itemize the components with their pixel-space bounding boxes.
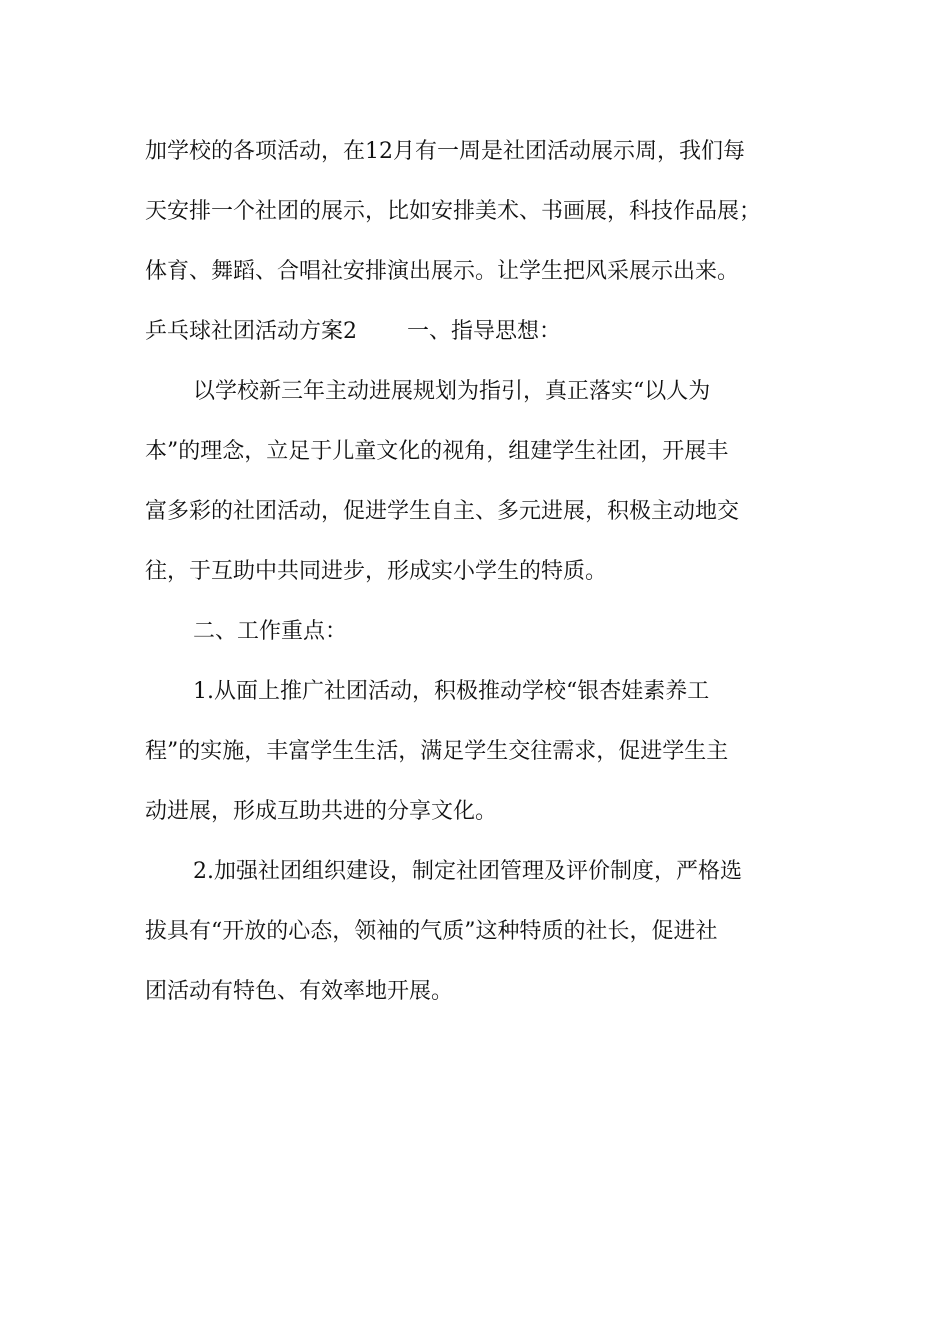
text-line: 富多彩的社团活动，促进学生自主、多元进展，积极主动地交 [145, 499, 740, 524]
paragraph-start: 以学校新三年主动进展规划为指引，真正落实“以人为 [193, 379, 711, 404]
text-line: 加学校的各项活动，在12月有一周是社团活动展示周，我们每 [145, 139, 745, 164]
text-line: 程”的实施，丰富学生生活，满足学生交往需求，促进学生主 [145, 739, 729, 764]
plan-title: 乒乓球社团活动方案2 [145, 319, 357, 344]
list-item-start: 1.从面上推广社团活动，积极推动学校“银杏娃素养工 [193, 679, 710, 704]
text-line: 拔具有“开放的心态，领袖的气质”这种特质的社长，促进社 [145, 919, 718, 944]
section-heading: 二、工作重点： [193, 619, 348, 644]
list-item-start: 2.加强社团组织建设，制定社团管理及评价制度，严格选 [193, 859, 742, 884]
section-heading: 一、指导思想： [407, 319, 562, 344]
section-heading-line [145, 308, 809, 368]
document-body [145, 128, 809, 1028]
text-line: 往，于互助中共同进步，形成实小学生的特质。 [145, 559, 608, 584]
text-line: 本”的理念，立足于儿童文化的视角，组建学生社团，开展丰 [145, 439, 729, 464]
text-line: 团活动有特色、有效率地开展。 [145, 979, 454, 1004]
text-line: 动进展，形成互助共进的分享文化。 [145, 799, 498, 824]
text-line: 体育、舞蹈、合唱社安排演出展示。让学生把风采展示出来。 [145, 259, 740, 284]
text-line: 天安排一个社团的展示，比如安排美术、书画展，科技作品展； [145, 199, 762, 224]
